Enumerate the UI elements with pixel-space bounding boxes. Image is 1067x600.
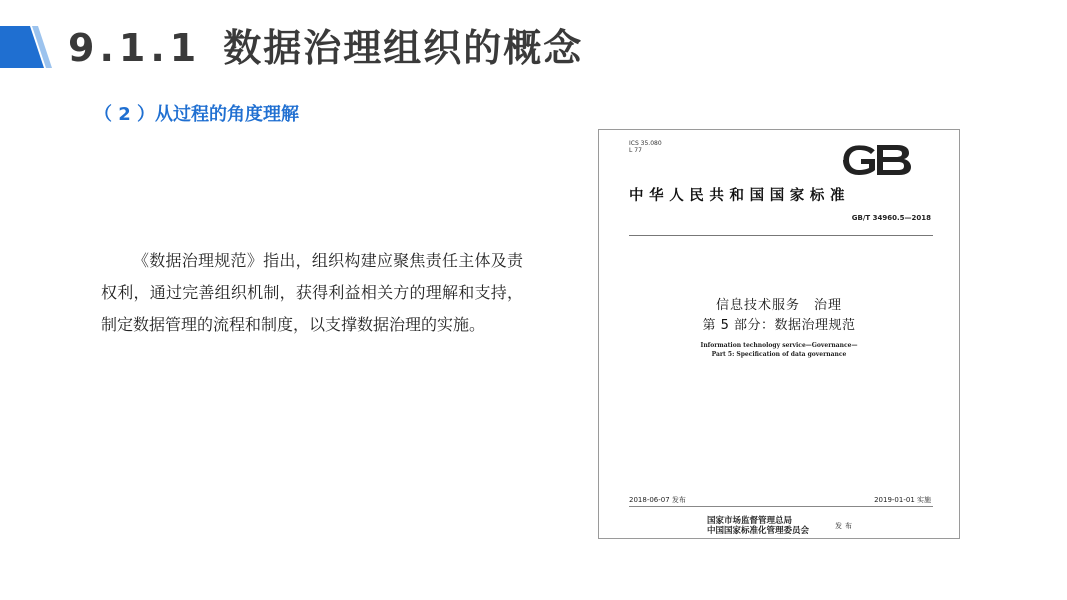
ics-line: ICS 35.080 [629,140,662,147]
publish-label: 发布 [835,522,855,530]
ccs-line: L 77 [629,147,642,154]
implement-date: 2019-01-01 实施 [874,496,931,504]
body-paragraph: 《数据治理规范》指出，组织构建应聚焦责任主体及责权利，通过完善组织机制，获得利益相关方的理解和支持，制定数据管理的流程和制度，以支撑数据治理的实施。 [101,251,523,334]
doc-title-en-line1: Information technology service—Governance— [700,342,858,349]
publisher-line2: 中国国家标准化管理委员会 [707,526,810,536]
title-accent-bar [0,26,52,68]
page-title [68,20,583,76]
section-title: 数据治理组织的概念 [223,26,584,70]
issue-date: 2018-06-07 发布 [629,496,686,504]
publisher [707,516,809,536]
org-title: 中华人民共和国国家标准 [629,187,851,204]
divider [629,235,933,236]
doc-title-cn-line2: 第 5 部分：数据治理规范 [702,318,856,333]
doc-title-cn-line1: 信息技术服务 治理 [715,298,842,313]
doc-title-en-line2: Part 5: Specification of data governance [711,351,847,358]
publisher-line1: 国家市场监督管理总局 [707,516,793,526]
gb-logo-icon [841,144,913,176]
standard-document-cover [598,129,960,539]
section-number: 9.1.1 [68,26,202,70]
ics-code [629,140,662,154]
divider [629,506,933,507]
subtitle: （ 2 ）从过程的角度理解 [94,104,300,125]
standard-code: GB/T 34960.5—2018 [851,214,931,222]
